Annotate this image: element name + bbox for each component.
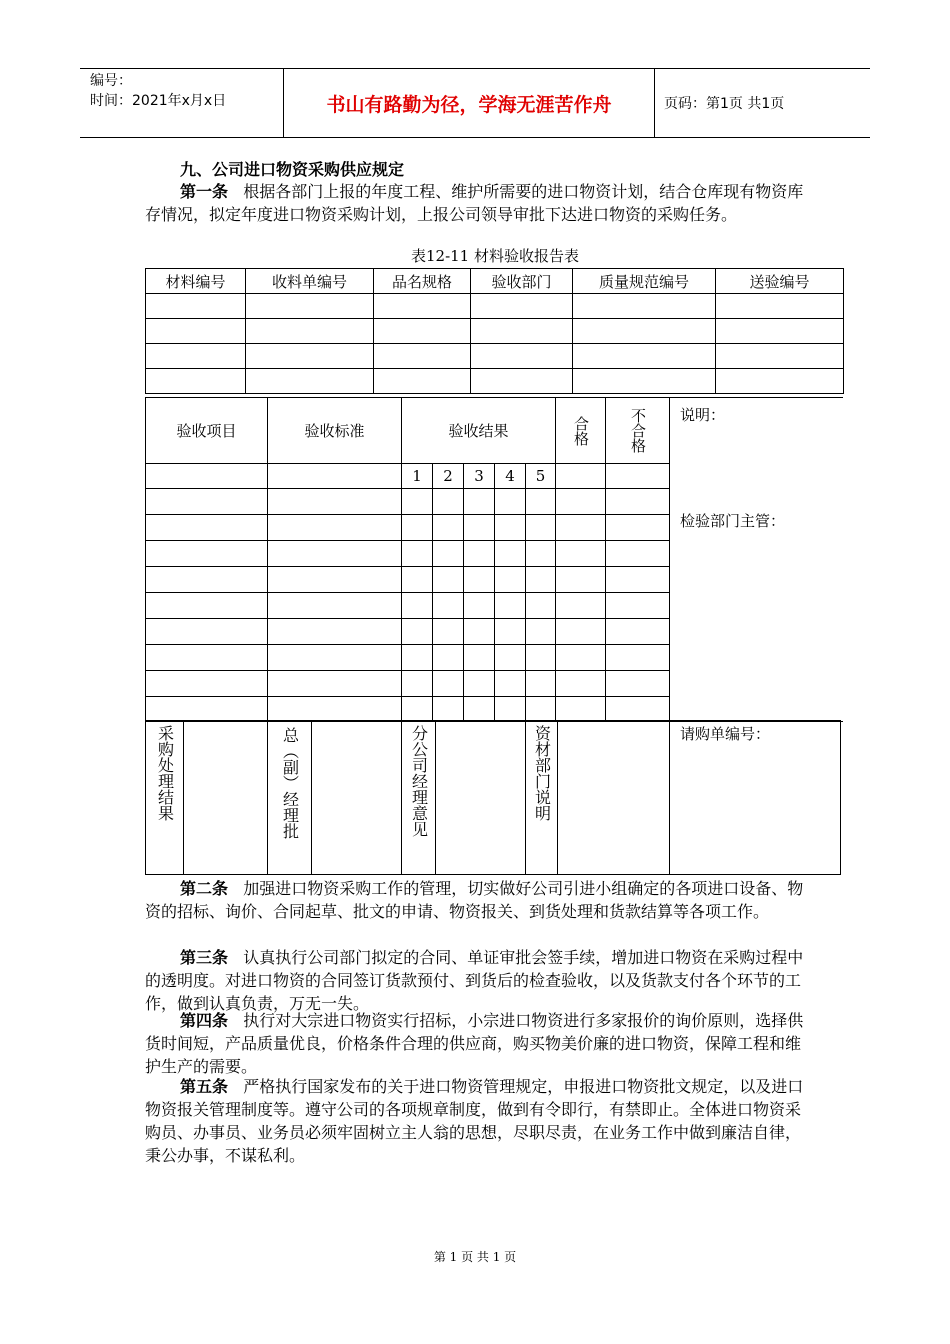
col-header: 材料编号 <box>146 269 246 294</box>
article-label: 第二条 <box>180 879 229 898</box>
note-cell <box>670 398 843 722</box>
section-title: 九、公司进口物资采购供应规定 <box>180 160 405 179</box>
result-col-number: 2 <box>433 464 464 489</box>
article-text: 认真执行公司部门拟定的合同、单证审批会签手续，增加进口物资在采购过程中的透明度。对进口物资的合同签订货款预付、到货后的检查验收，以及货款支付各个环节的工作，做到认真负责，万无一失。 <box>145 948 804 1013</box>
table-row <box>146 369 844 394</box>
col-header: 质量规范编号 <box>573 269 716 294</box>
request-number-cell <box>670 721 841 875</box>
result-col-number: 5 <box>526 464 556 489</box>
approval-table <box>145 720 841 875</box>
time-label: 时间：2021年x月x日 <box>90 93 227 109</box>
article-3 <box>145 946 805 1015</box>
result-col-number: 1 <box>402 464 433 489</box>
material-info-table <box>145 268 844 394</box>
article-label: 第五条 <box>180 1077 229 1096</box>
gm-approval-value <box>312 721 402 875</box>
table-row <box>146 344 844 369</box>
article-text: 根据各部门上报的年度工程、维护所需要的进口物资计划，结合仓库现有物资库存情况，拟定年度进口物资采购计划，上报公司领导审批下达进口物资的采购任务。 <box>145 182 804 224</box>
branch-opinion-value <box>436 721 526 875</box>
col-header: 品名规格 <box>374 269 471 294</box>
article-text: 加强进口物资采购工作的管理，切实做好公司引进小组确定的各项进口设备、物资的招标、询价、合同起草、批文的申请、物资报关、到货处理和货款结算等各项工作。 <box>145 879 804 921</box>
fail-header: 不合格 <box>606 398 670 464</box>
table-header-row <box>146 269 844 294</box>
page-footer: 第 1 页 共 1 页 <box>433 1250 517 1264</box>
materials-dept-cell <box>526 721 558 875</box>
purchase-result-cell <box>146 721 184 875</box>
article-text: 严格执行国家发布的关于进口物资管理规定，申报进口物资批文规定，以及进口物资报关管理制度等。遵守公司的各项规章制度，做到有令即行，有禁即止。全体进口物资采购员、办事员、业务员必须牢固树立主人翁的思想，尽职尽责，在业务工作中做到廉洁自律，秉公办事，不谋私利。 <box>145 1077 804 1165</box>
table-row <box>146 319 844 344</box>
materials-dept-label: 资材部门说明 <box>532 725 552 821</box>
header-meta <box>80 69 283 137</box>
inspection-result-header: 验收结果 <box>402 398 556 464</box>
header-motto: 书山有路勤为径，学海无涯苦作舟 <box>283 69 655 137</box>
note-label: 说明： <box>680 406 726 424</box>
article-label: 第四条 <box>180 1011 229 1030</box>
inspection-standard-header: 验收标准 <box>268 398 402 464</box>
article-label: 第三条 <box>180 948 229 967</box>
number-label: 编号： <box>90 73 132 89</box>
col-header: 验收部门 <box>471 269 573 294</box>
approval-row <box>146 721 841 875</box>
purchase-result-value <box>184 721 268 875</box>
table-row <box>146 294 844 319</box>
result-col-number: 4 <box>495 464 526 489</box>
gm-approval-label: 总（副）经理批 <box>280 727 300 839</box>
article-label: 第一条 <box>180 182 229 201</box>
result-col-number: 3 <box>464 464 495 489</box>
supervisor-label: 检验部门主管： <box>680 512 786 530</box>
materials-dept-value <box>558 721 670 875</box>
col-header: 收料单编号 <box>246 269 374 294</box>
article-text: 执行对大宗进口物资实行招标，小宗进口物资进行多家报价的询价原则，选择供货时间短，产品质量优良，价格条件合理的供应商，购买物美价廉的进口物资，保障工程和维护生产的需要。 <box>145 1011 804 1076</box>
branch-opinion-label: 分公司经理意见 <box>409 725 429 837</box>
article-2 <box>145 877 805 923</box>
article-4 <box>145 1009 805 1078</box>
request-number-label: 请购单编号： <box>680 725 771 743</box>
table-caption: 表12-11 材料验收报告表 <box>410 247 579 265</box>
pass-header: 合格 <box>556 398 606 464</box>
gm-approval-cell <box>268 721 312 875</box>
page-header <box>80 68 870 138</box>
purchase-result-label: 采购处理结果 <box>155 725 175 821</box>
article-1 <box>145 180 805 226</box>
inspection-header-row <box>146 398 843 464</box>
header-page-label: 页码：第1页 共1页 <box>664 96 785 112</box>
inspection-table <box>145 397 843 722</box>
branch-opinion-cell <box>402 721 436 875</box>
inspection-item-header: 验收项目 <box>146 398 268 464</box>
article-5 <box>145 1075 805 1167</box>
col-header: 送验编号 <box>716 269 844 294</box>
